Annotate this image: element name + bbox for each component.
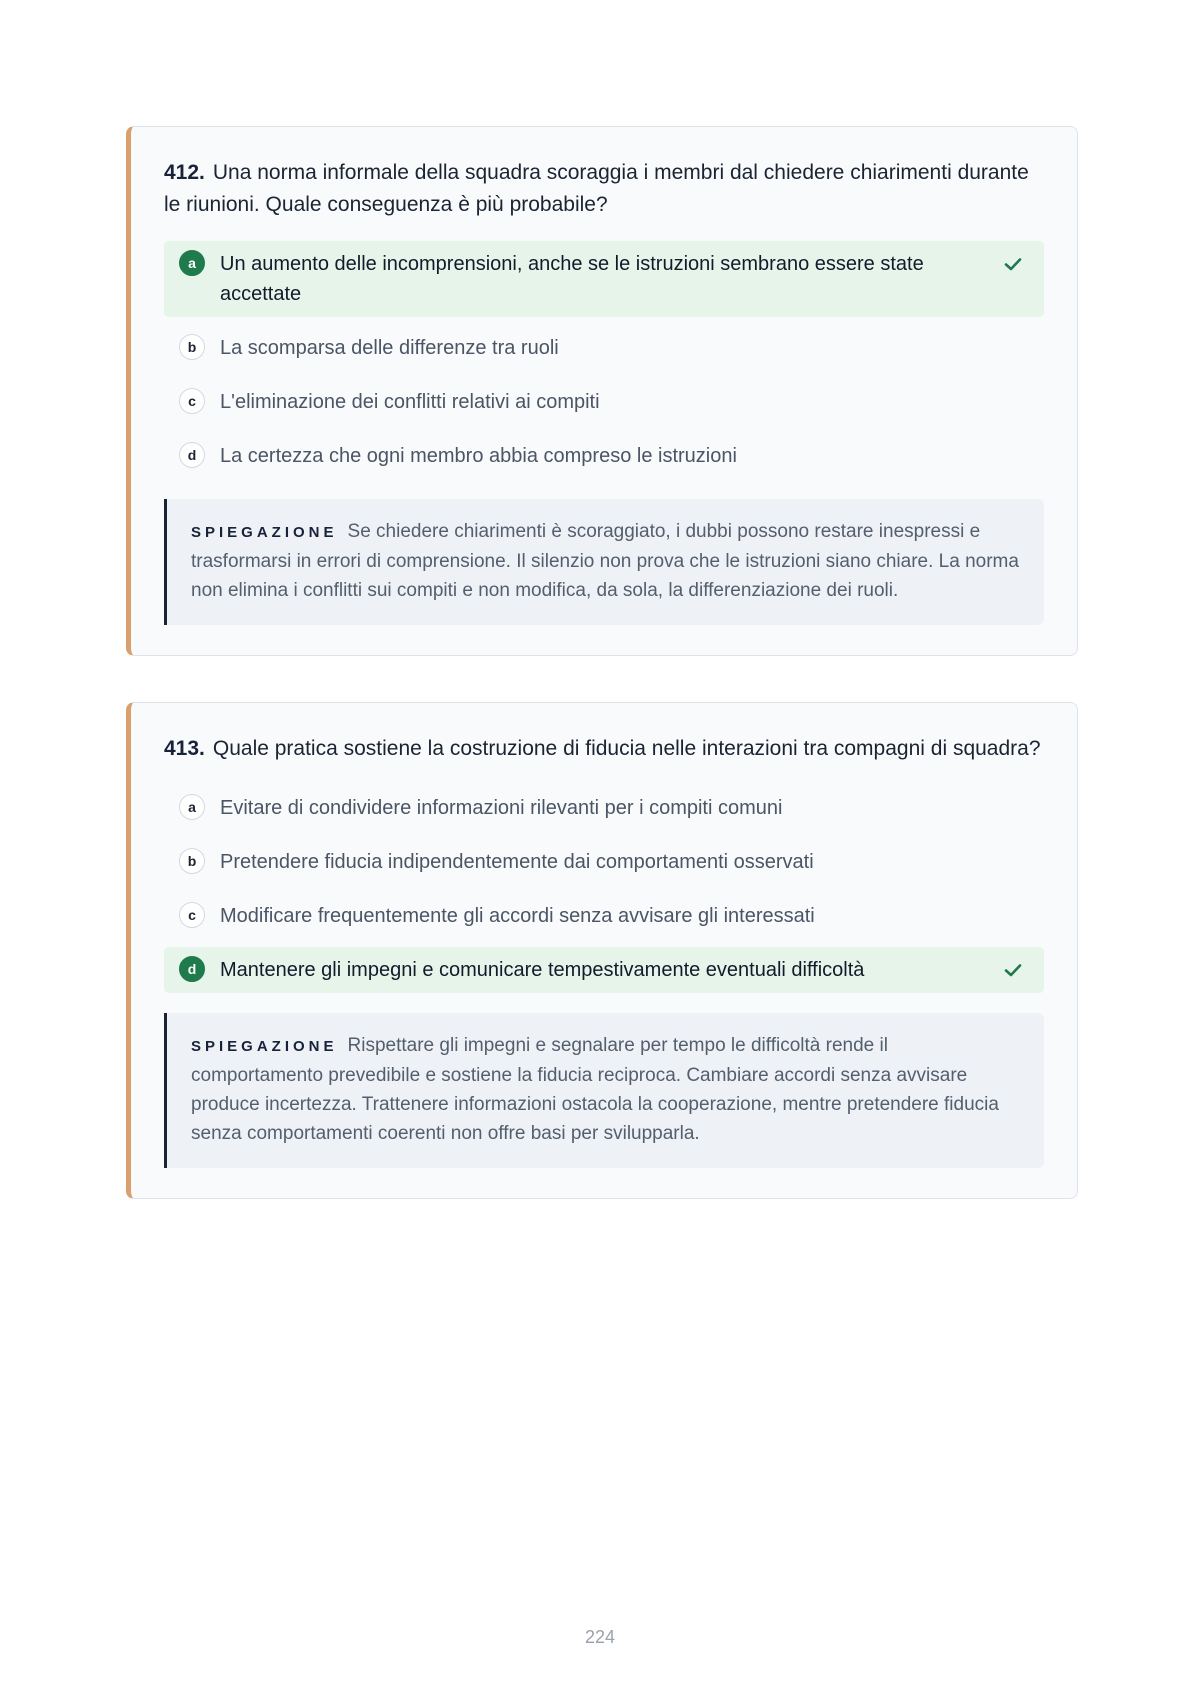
option-text: Modificare frequentemente gli accordi senza avvisare gli interessati: [220, 905, 815, 927]
question-card: [126, 702, 1078, 1199]
options-list: [164, 241, 1044, 479]
option-letter-badge: d: [179, 956, 205, 982]
option-letter-badge: a: [179, 794, 205, 820]
option-text: La certezza che ogni membro abbia compreso le istruzioni: [220, 445, 737, 467]
option-text: Evitare di condividere informazioni rilevanti per i compiti comuni: [220, 797, 783, 819]
options-list: [164, 785, 1044, 993]
option-letter-badge: b: [179, 848, 205, 874]
option-d[interactable]: [164, 433, 1044, 479]
question-card: [126, 126, 1078, 656]
question-number: 413.: [164, 737, 205, 760]
explanation-box: [164, 1013, 1044, 1168]
option-c[interactable]: [164, 893, 1044, 939]
option-letter-badge: c: [179, 902, 205, 928]
option-b[interactable]: [164, 839, 1044, 885]
option-letter-badge: a: [179, 250, 205, 276]
option-letter-badge: c: [179, 388, 205, 414]
page-number: 224: [584, 1627, 616, 1647]
option-text: La scomparsa delle differenze tra ruoli: [220, 337, 559, 359]
checkmark-icon: [1002, 959, 1024, 981]
option-text: Un aumento delle incomprensioni, anche se le istruzioni sembrano essere state accettate: [220, 253, 924, 305]
option-text: L'eliminazione dei conflitti relativi ai compiti: [220, 391, 600, 413]
option-letter-badge: d: [179, 442, 205, 468]
option-c[interactable]: [164, 379, 1044, 425]
option-d[interactable]: [164, 947, 1044, 993]
explanation-label: SPIEGAZIONE: [191, 1038, 338, 1055]
explanation-text: Se chiedere chiarimenti è scoraggiato, i dubbi possono restare inespressi e trasformarsi in errori di comprensione. Il silenzio non prova che le istruzioni siano chiare. La norma non elimina i conflitti sui compiti e non modifica, da sola, la differenziazione dei ruoli.: [191, 521, 1019, 601]
question-text: 412. Una norma informale della squadra scoraggia i membri dal chiedere chiarimenti durante le riunioni. Quale conseguenza è più probabile?: [164, 161, 1029, 216]
question-number: 412.: [164, 161, 205, 184]
option-a[interactable]: [164, 785, 1044, 831]
checkmark-icon: [1002, 253, 1024, 275]
option-text: Pretendere fiducia indipendentemente dai comportamenti osservati: [220, 851, 814, 873]
option-b[interactable]: [164, 325, 1044, 371]
explanation-text: Rispettare gli impegni e segnalare per tempo le difficoltà rende il comportamento prevedibile e sostiene la fiducia reciproca. Cambiare accordi senza avvisare produce incertezza. Trattenere informazioni ostacola la cooperazione, mentre pretendere fiducia senza comportamenti coerenti non offre basi per svilupparla.: [191, 1035, 999, 1144]
option-letter-badge: b: [179, 334, 205, 360]
option-a[interactable]: [164, 241, 1044, 317]
explanation-label: SPIEGAZIONE: [191, 524, 338, 541]
question-text: 413. Quale pratica sostiene la costruzione di fiducia nelle interazioni tra compagni di squadra?: [164, 737, 1041, 760]
option-text: Mantenere gli impegni e comunicare tempestivamente eventuali difficoltà: [220, 959, 865, 981]
explanation-box: [164, 499, 1044, 625]
